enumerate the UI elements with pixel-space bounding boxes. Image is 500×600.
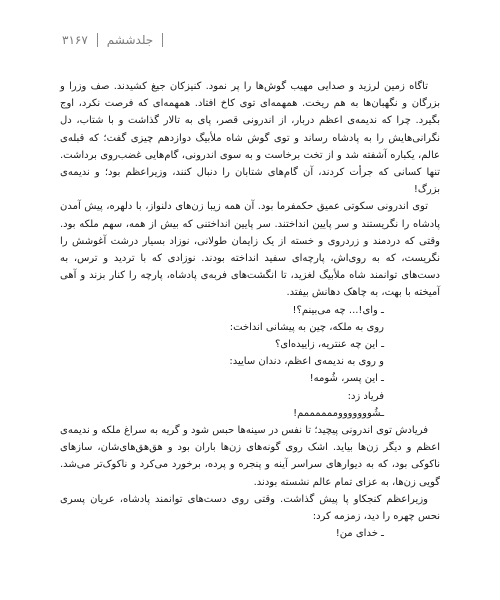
dialogue-block xyxy=(60,525,440,542)
header-divider xyxy=(162,33,163,47)
volume-label: جلدششم xyxy=(106,33,154,47)
dialogue-line: ـ این پسر، شُومه! xyxy=(309,373,384,385)
dialogue-line: روی به ملکه، چین به پیشانی انداخت: xyxy=(229,321,384,333)
paragraph: تاگاه زمین لرزید و صدایی مهیب گوش‌ها را پر نمود. کنیزکان جیغ کشیدند. صف وزرا و بزرگان و نگهبان‌ها به هم ریخت. همهمه‌ای توی کاخ افتاد. همهمه‌ای که فرصت نکرد، اوج بگیرد. چرا که ندیمه‌ی اعظم دربار، از اندرونی قصر، پای به تالار گذاشت و با شتاب، دل نگرانی‌هایش را به پادشاه رساند و توی گوش شاه ملأبیگ دوازدهم چیزی گفت؛ که قبله‌ی عالم، یکباره آشفته شد و از تخت برخاست و به سوی اندرونی، گام‌هایی غضب‌روی برداشت. تنها کسانی که جرأت کردند، آن گام‌های شتابان را دنبال کنند، وزیراعظم بود؛ و ندیمه‌ی بزرگ! xyxy=(60,81,440,196)
page-header xyxy=(62,33,172,47)
header-divider xyxy=(97,33,98,47)
page-body xyxy=(60,78,440,542)
paragraph: وزیراعظم کنجکاو پا پیش گذاشت. وقتی روی دست‌های توانمند پادشاه، عریان پسری نحس چهره را دید، زمزمه کرد: xyxy=(60,493,440,523)
dialogue-line: فریاد زد: xyxy=(347,390,384,402)
dialogue-line: ـ وای!... چه می‌بینم؟! xyxy=(292,304,384,316)
dialogue-line: و روی به ندیمه‌ی اعظم، دندان سایید: xyxy=(229,356,384,368)
paragraph: فریادش توی اندرونی پیچید؛ تا نفس در سینه‌ها حبس شود و گریه به سراغ ملکه و ندیمه‌ی اعظم و دیگر زن‌ها بیاید. اشک روی گونه‌های زن‌ها باران بود و هق‌هق‌های‌شان، سازهای ناکوکی بود، که به دیوارهای سراسر آینه و پنجره و پرده، برخورد می‌کرد و ناکوک‌تر می‌شد. گویی زن‌ها، به عزای تمام عالم نشسته بودند. xyxy=(60,425,440,488)
dialogue-line: ـشُوووووووممممممم! xyxy=(293,407,384,419)
paragraph: توی اندرونی سکوتی عمیق حکمفرما بود. آن همه زیبا زن‌های دلنواز، با دلهره، پیش آمدن پادشاه را نگریستند و سر پایین انداختند. سر پایین انداختنی که بیش از همه، سهم ملکه بود. وقتی که دردمند و زردروی و خسته از یک زایمان طولانی، نوزاد بسیار درشت آغوشش را نگریست، که به روی‌اش، پارچه‌ای سفید انداخته بودند. نوزادی که با تردید و ترس، به دست‌های توانمند شاه ملأبیگ لغزید، تا انگشت‌های فربه‌ی پادشاه، پارچه را کنار بزند و آهی آمیخته با بهت، به چاهک دهانش بیفتد. xyxy=(60,201,440,299)
dialogue-block xyxy=(60,302,440,422)
dialogue-line: ـ خدای من! xyxy=(335,528,384,540)
page-number: ۳۱۶۷ xyxy=(62,33,88,47)
dialogue-line: ـ این چه عنتریه، زاییده‌ای؟ xyxy=(274,339,384,351)
